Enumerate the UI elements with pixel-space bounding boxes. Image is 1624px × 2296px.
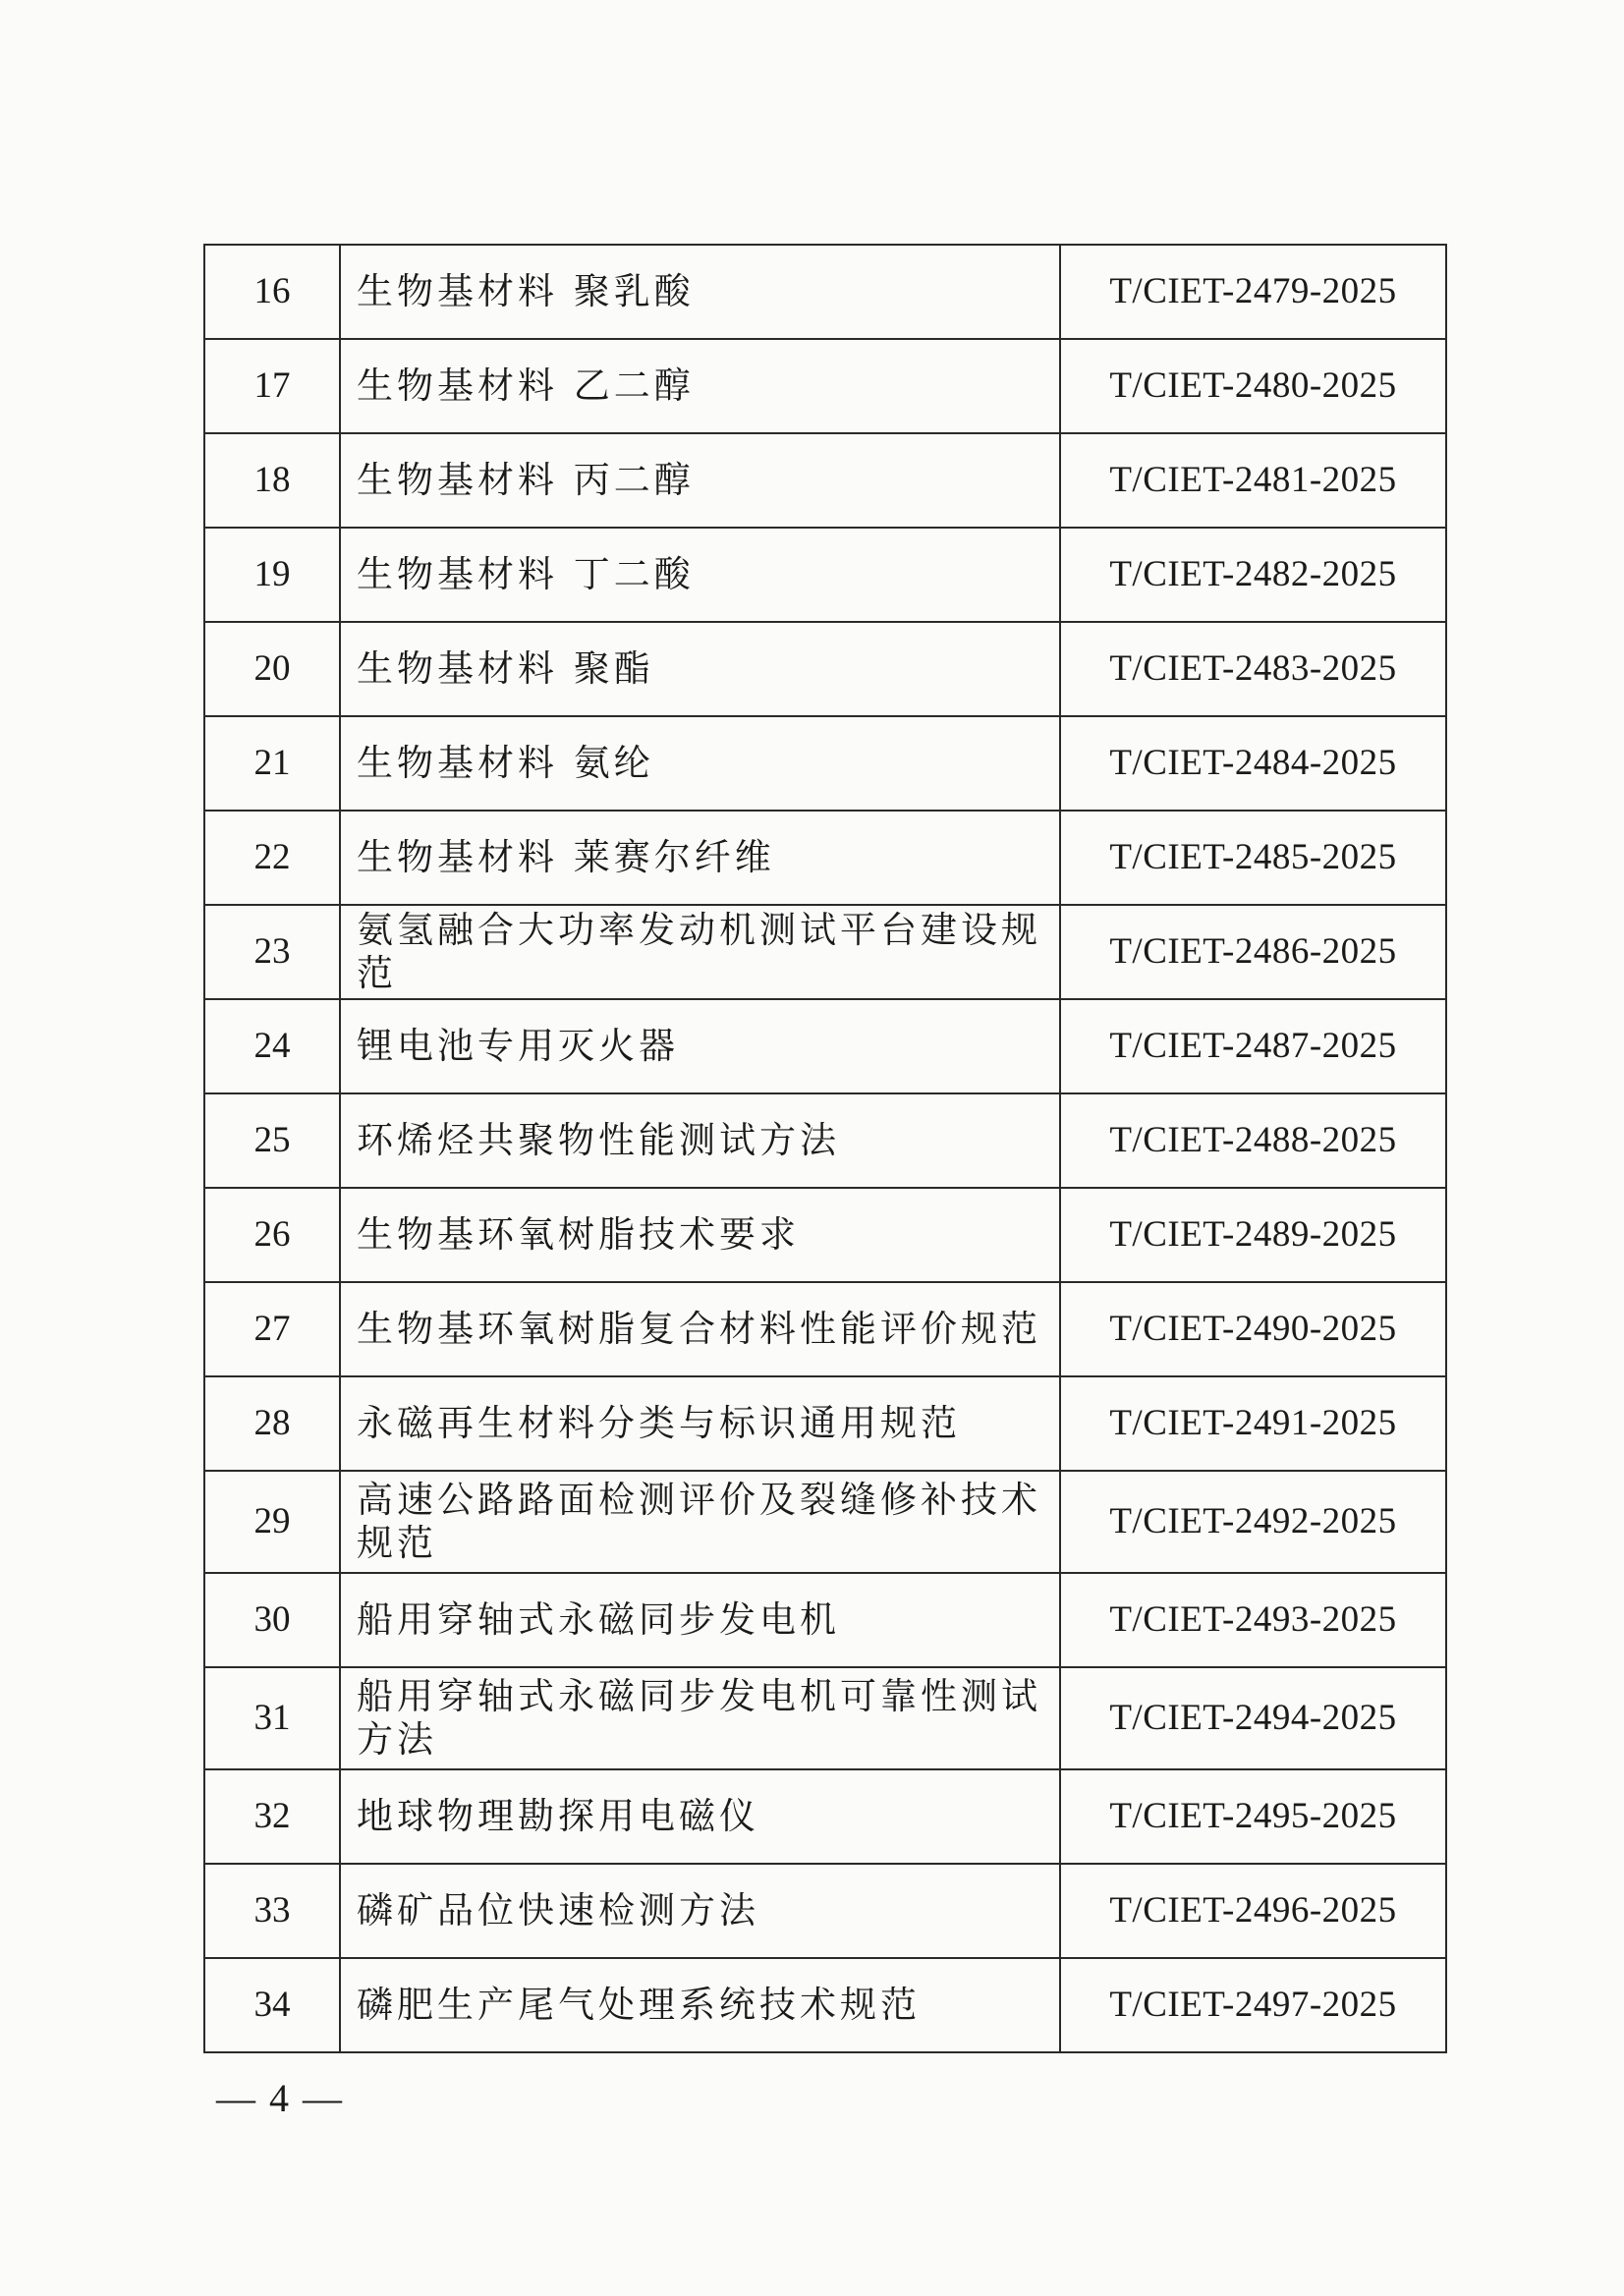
standard-code: T/CIET-2483-2025 (1060, 622, 1446, 716)
row-number: 26 (204, 1188, 340, 1282)
standard-code: T/CIET-2496-2025 (1060, 1864, 1446, 1958)
standard-name: 船用穿轴式永磁同步发电机 (340, 1573, 1060, 1667)
standard-code: T/CIET-2487-2025 (1060, 999, 1446, 1093)
row-number: 29 (204, 1471, 340, 1573)
row-number: 21 (204, 716, 340, 811)
standard-name: 生物基材料 丙二醇 (340, 433, 1060, 528)
table-row (204, 245, 1446, 339)
standard-name: 永磁再生材料分类与标识通用规范 (340, 1376, 1060, 1471)
standard-name: 磷肥生产尾气处理系统技术规范 (340, 1958, 1060, 2052)
standard-name: 生物基材料 莱赛尔纤维 (340, 811, 1060, 905)
standards-table (203, 244, 1447, 2053)
standard-code: T/CIET-2495-2025 (1060, 1769, 1446, 1864)
table-row (204, 1769, 1446, 1864)
row-number: 27 (204, 1282, 340, 1376)
standard-name: 氨氢融合大功率发动机测试平台建设规范 (340, 905, 1060, 999)
standard-name: 生物基材料 氨纶 (340, 716, 1060, 811)
standard-code: T/CIET-2482-2025 (1060, 528, 1446, 622)
page-number: — 4 — (216, 2076, 344, 2120)
row-number: 18 (204, 433, 340, 528)
standard-name: 生物基材料 乙二醇 (340, 339, 1060, 433)
standard-code: T/CIET-2485-2025 (1060, 811, 1446, 905)
row-number: 16 (204, 245, 340, 339)
table-row (204, 1376, 1446, 1471)
table-row (204, 1573, 1446, 1667)
standard-code: T/CIET-2490-2025 (1060, 1282, 1446, 1376)
row-number: 19 (204, 528, 340, 622)
row-number: 33 (204, 1864, 340, 1958)
standard-code: T/CIET-2493-2025 (1060, 1573, 1446, 1667)
table-row (204, 622, 1446, 716)
row-number: 17 (204, 339, 340, 433)
row-number: 30 (204, 1573, 340, 1667)
standard-name: 生物基材料 聚乳酸 (340, 245, 1060, 339)
row-number: 34 (204, 1958, 340, 2052)
row-number: 24 (204, 999, 340, 1093)
standard-name: 生物基材料 聚酯 (340, 622, 1060, 716)
standard-code: T/CIET-2488-2025 (1060, 1093, 1446, 1188)
table-row (204, 1282, 1446, 1376)
row-number: 23 (204, 905, 340, 999)
table-row (204, 1188, 1446, 1282)
standard-code: T/CIET-2492-2025 (1060, 1471, 1446, 1573)
table-row (204, 1471, 1446, 1573)
row-number: 32 (204, 1769, 340, 1864)
standard-name: 生物基环氧树脂复合材料性能评价规范 (340, 1282, 1060, 1376)
standard-code: T/CIET-2484-2025 (1060, 716, 1446, 811)
standard-name: 环烯烃共聚物性能测试方法 (340, 1093, 1060, 1188)
standard-name: 高速公路路面检测评价及裂缝修补技术规范 (340, 1471, 1060, 1573)
standard-name: 磷矿品位快速检测方法 (340, 1864, 1060, 1958)
table-row (204, 1093, 1446, 1188)
standard-code: T/CIET-2480-2025 (1060, 339, 1446, 433)
table-row (204, 1958, 1446, 2052)
standard-name: 锂电池专用灭火器 (340, 999, 1060, 1093)
standard-code: T/CIET-2489-2025 (1060, 1188, 1446, 1282)
table-row (204, 716, 1446, 811)
row-number: 20 (204, 622, 340, 716)
table-row (204, 433, 1446, 528)
standard-code: T/CIET-2497-2025 (1060, 1958, 1446, 2052)
standard-name: 地球物理勘探用电磁仪 (340, 1769, 1060, 1864)
row-number: 28 (204, 1376, 340, 1471)
row-number: 25 (204, 1093, 340, 1188)
table-row (204, 1864, 1446, 1958)
standard-code: T/CIET-2491-2025 (1060, 1376, 1446, 1471)
row-number: 31 (204, 1667, 340, 1769)
table-row (204, 905, 1446, 999)
standard-code: T/CIET-2486-2025 (1060, 905, 1446, 999)
table-row (204, 1667, 1446, 1769)
standard-name: 生物基材料 丁二酸 (340, 528, 1060, 622)
row-number: 22 (204, 811, 340, 905)
standard-code: T/CIET-2494-2025 (1060, 1667, 1446, 1769)
standard-name: 生物基环氧树脂技术要求 (340, 1188, 1060, 1282)
table-row (204, 811, 1446, 905)
standard-code: T/CIET-2481-2025 (1060, 433, 1446, 528)
table-row (204, 528, 1446, 622)
table-row (204, 999, 1446, 1093)
standard-code: T/CIET-2479-2025 (1060, 245, 1446, 339)
standard-name: 船用穿轴式永磁同步发电机可靠性测试方法 (340, 1667, 1060, 1769)
table-row (204, 339, 1446, 433)
